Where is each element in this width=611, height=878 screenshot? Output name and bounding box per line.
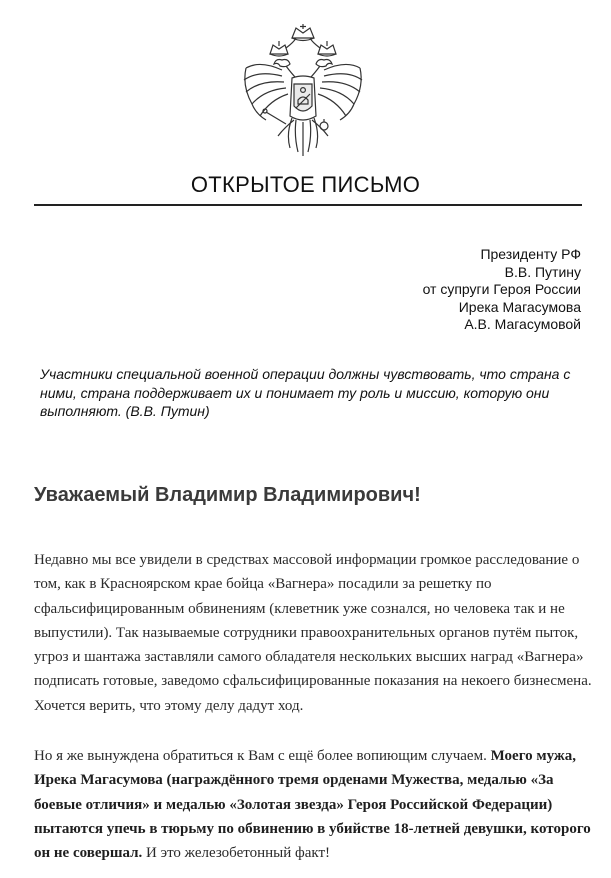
addressee-line: Ирека Магасумова	[458, 298, 581, 315]
addressee-line: В.В. Путину	[504, 263, 581, 280]
epigraph-quote: Участники специальной военной операции должны чувствовать, что страна с ними, страна поддерживает их и понимает ту роль и миссию, которую они выполняют. (В.В. Путин)	[40, 366, 571, 419]
page-title: ОТКРЫТОЕ ПИСЬМО	[190, 172, 421, 197]
body-paragraph	[34, 744, 594, 865]
paragraph-intro: Но я же вынуждена обратиться к Вам с ещё более вопиющим случаем.	[34, 748, 491, 764]
paragraph-bold-text: Моего мужа, Ирека Магасумова (награждённого тремя орденами Мужества, медалью «За боевые отличия» и медалью «Золотая звезда» Героя Российской Федерации) пытаются упечь в тюрьму по обвинению в убийстве 18-летней девушки, которого он не совершал.	[34, 748, 591, 862]
addressee-line: А.В. Магасумовой	[464, 316, 581, 333]
coat-of-arms-icon	[236, 24, 370, 164]
addressee-line: Президенту РФ	[480, 246, 581, 262]
addressee-line: от супруги Героя России	[422, 281, 581, 298]
addressee-block	[423, 246, 581, 334]
salutation-heading: Уважаемый Владимир Владимирович!	[34, 484, 421, 506]
paragraph-outro: И это железобетонный факт!	[142, 845, 331, 862]
title-divider	[34, 204, 582, 206]
body-paragraph: Недавно мы все увидели в средствах массовой информации громкое расследование о том, как в Красноярском крае бойца «Вагнера» посадили за решетку по сфальсифицированным обвинениям (клеветник уже сознался, но человека так и не выпустили). Так называемые сотрудники правоохранительных органов путём пыток, угроз и шантажа заставляли самого обладателя нескольких высших наград «Вагнера» подписать готовые, заведомо сфальсифицированные показания на некоего бизнесмена. Хочется верить, что этому делу дадут ход.	[34, 552, 592, 714]
